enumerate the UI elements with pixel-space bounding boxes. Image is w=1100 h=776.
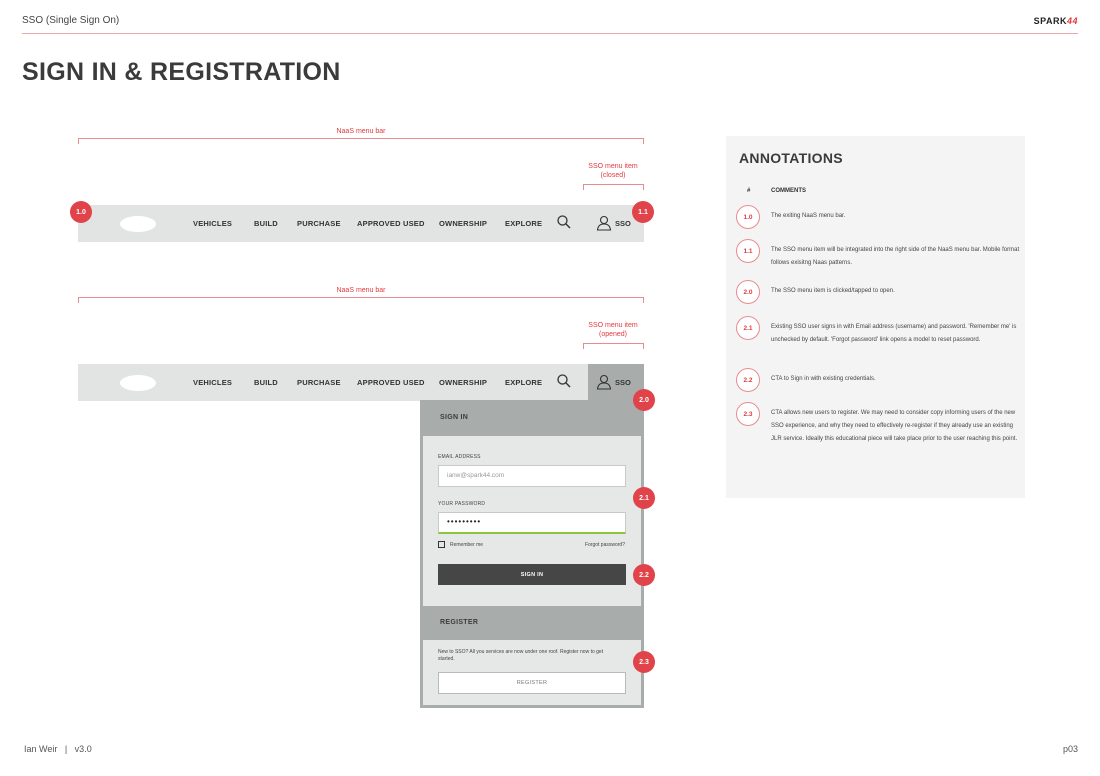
annotation-text: The SSO menu item will be integrated into the right side of the NaaS menu bar. Mobile format follows exisitng Naas patterns.: [771, 247, 1020, 266]
password-field[interactable]: •••••••••: [438, 512, 626, 534]
sso-opened-bracket: [583, 343, 644, 349]
brand-logo-text: SPARK: [1033, 16, 1067, 26]
annotation-number: 1.1: [736, 239, 760, 263]
search-icon[interactable]: [557, 374, 571, 388]
remember-me-checkbox[interactable]: [438, 541, 445, 548]
signin-form: [423, 436, 641, 606]
naas-bar-label-2: NaaS menu bar: [336, 287, 386, 294]
sso-closed-bracket: [583, 184, 644, 190]
sso-closed-label: SSO menu item (closed): [588, 163, 638, 179]
register-section: [423, 640, 641, 705]
brand-logo-placeholder[interactable]: [120, 216, 156, 232]
naas-menu-bar-opened: [78, 364, 644, 401]
sso-label: SSO: [615, 378, 631, 387]
annotation-number: 1.0: [736, 205, 760, 229]
badge-1-1: 1.1: [632, 201, 654, 223]
search-icon[interactable]: [557, 215, 571, 229]
sso-label: SSO: [615, 219, 631, 228]
nav-item-vehicles[interactable]: VEHICLES: [193, 219, 233, 228]
nav-item-approved-used[interactable]: APPROVED USED: [357, 378, 425, 387]
document-title: SSO (Single Sign On): [22, 15, 120, 26]
annotation-text: CTA to Sign in with existing credentials.: [771, 376, 876, 382]
annotation-text: The SSO menu item is clicked/tapped to open.: [771, 288, 895, 294]
email-label: EMAIL ADDRESS: [438, 454, 481, 460]
brand-logo-number: 44: [1066, 16, 1078, 26]
badge-2-2: 2.2: [633, 564, 655, 586]
annotation-number: 2.0: [736, 280, 760, 304]
annotation-text: Existing SSO user signs in with Email address (username) and password. 'Remember me' is unchecked by default. 'Forgot password' link opens a model to reset password.: [771, 324, 1017, 343]
nav-item-build[interactable]: BUILD: [254, 219, 278, 228]
annotation-number: 2.1: [736, 316, 760, 340]
annotations-col-comments: COMMENTS: [771, 188, 806, 194]
nav-item-explore[interactable]: EXPLORE: [505, 219, 543, 228]
badge-2-3: 2.3: [633, 651, 655, 673]
nav-item-explore[interactable]: EXPLORE: [505, 378, 543, 387]
brand-logo: [1034, 16, 1078, 26]
user-icon: [596, 374, 612, 390]
annotation-number: 2.2: [736, 368, 760, 392]
register-button[interactable]: REGISTER: [438, 672, 626, 694]
page-number: p03: [1062, 744, 1078, 754]
badge-2-0: 2.0: [633, 389, 655, 411]
user-icon: [596, 215, 612, 231]
naas-bar-label: NaaS menu bar: [336, 128, 386, 135]
nav-item-purchase[interactable]: PURCHASE: [297, 378, 341, 387]
nav-item-approved-used[interactable]: APPROVED USED: [357, 219, 425, 228]
nav-item-ownership[interactable]: OWNERSHIP: [439, 219, 488, 228]
annotation-text: The exiting NaaS menu bar.: [771, 213, 846, 219]
annotations-panel: [726, 136, 1025, 498]
annotations-col-number: #: [747, 188, 751, 194]
header-divider: [22, 33, 1078, 34]
signin-heading: SIGN IN: [440, 414, 469, 421]
nav-item-purchase[interactable]: PURCHASE: [297, 219, 341, 228]
password-label: YOUR PASSWORD: [438, 501, 486, 507]
annotation-number: 2.3: [736, 402, 760, 426]
remember-me-label: Remember me: [450, 542, 484, 548]
naas-bar-bracket: [78, 138, 644, 144]
signin-button[interactable]: SIGN IN: [438, 564, 626, 585]
sso-dropdown-panel: [420, 400, 644, 708]
register-description: New to SSO? All you services are now under one roof. Register now to get started.: [438, 649, 604, 662]
nav-item-vehicles[interactable]: VEHICLES: [193, 378, 233, 387]
naas-menu-bar-closed: [78, 205, 644, 242]
annotation-text: CTA allows new users to register. We may need to consider copy informing users of the new SSO experience, and why they need to effectively re-register if they already use an existing JLR service. Ideally this educational piece will take place prior to the user reaching this point.: [771, 410, 1018, 442]
nav-item-ownership[interactable]: OWNERSHIP: [439, 378, 488, 387]
forgot-password-link[interactable]: Forgot password?: [584, 542, 625, 548]
brand-logo-placeholder[interactable]: [120, 375, 156, 391]
badge-2-1: 2.1: [633, 487, 655, 509]
badge-1-0: 1.0: [70, 201, 92, 223]
register-heading: REGISTER: [440, 619, 479, 626]
page-title: SIGN IN & REGISTRATION: [22, 58, 341, 86]
naas-bar-bracket-2: [78, 297, 644, 303]
email-field[interactable]: ianw@spark44.com: [438, 465, 626, 487]
annotations-title: ANNOTATIONS: [739, 150, 843, 166]
sso-opened-label: SSO menu item (opened): [588, 322, 638, 338]
footer-author-version: Ian Weir | v3.0: [24, 744, 92, 754]
nav-item-build[interactable]: BUILD: [254, 378, 278, 387]
